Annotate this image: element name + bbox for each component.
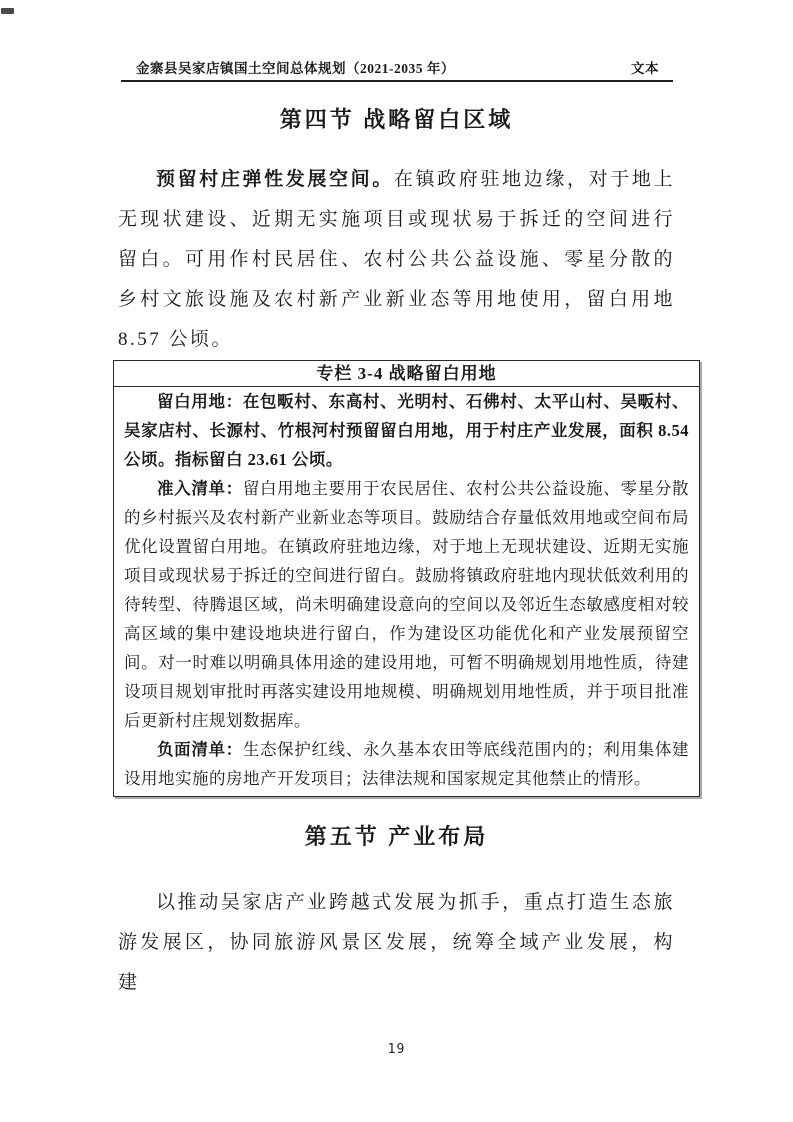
panel-negative-list-text: 生态保护红线、永久基本农田等底线范围内的；利用集体建设用地实施的房地产开发项目；法律法规和国家规定其他禁止的情形。 xyxy=(124,740,690,788)
section-4-paragraph-text: 在镇政府驻地边缘，对于地上无现状建设、近期无实施项目或现状易于拆迁的空间进行留白。可用作村民居住、农村公共公益设施、零星分散的乡村文旅设施及农村新产业新业态等用地使用，留白用地 8.57 公顷。 xyxy=(118,169,675,350)
running-header-title: 金寨县吴家店镇国土空间总体规划（2021-2035 年） xyxy=(136,61,455,76)
panel-negative-list-lead: 负面清单： xyxy=(157,740,243,759)
panel-summary-paragraph: 留白用地：在包畈村、东高村、光明村、石佛村、太平山村、吴畈村、吴家店村、长源村、竹根河村预留留白用地，用于村庄产业发展，面积 8.54 公顷。指标留白 23.61 公顷。 xyxy=(124,392,689,469)
scan-artifact-mark xyxy=(1,8,14,14)
panel-negative-list-paragraph xyxy=(124,735,689,793)
panel-title: 专栏 3-4 战略留白用地 xyxy=(114,361,699,387)
running-header-doc-type: 文本 xyxy=(631,61,659,76)
panel-body xyxy=(114,387,699,796)
section-4-title: 第四节 战略留白区域 xyxy=(279,107,514,132)
section-5-title: 第五节 产业布局 xyxy=(304,824,489,849)
panel-access-list-paragraph xyxy=(124,474,689,735)
panel-access-list-text: 留白用地主要用于农民居住、农村公共公益设施、零星分散的乡村振兴及农村新产业新业态等项目。鼓励结合存量低效用地或空间布局优化设置留白用地。在镇政府驻地边缘，对于地上无现状建设、近期无实施项目或现状易于拆迁的空间进行留白。鼓励将镇政府驻地内现状低效利用的待转型、待腾退区域，尚未明确建设意向的空间以及邻近生态敏感度相对较高区域的集中建设地块进行留白，作为建设区功能优化和产业发展预留空间。对一时难以明确具体用途的建设用地，可暂不明确规划用地性质，待建设项目规划审批时再落实建设用地规模、明确规划用地性质，并于项目批准后更新村庄规划数据库。 xyxy=(124,479,690,730)
panel-access-list-lead: 准入清单： xyxy=(157,479,243,498)
section-5-paragraph: 以推动吴家店产业跨越式发展为抓手，重点打造生态旅游发展区，协同旅游风景区发展，统筹全域产业发展，构建 xyxy=(118,892,675,993)
page-number: 19 xyxy=(387,1042,406,1057)
panel-strategic-reserved-land xyxy=(113,360,700,797)
section-4-paragraph xyxy=(118,160,675,360)
running-header xyxy=(121,57,673,82)
section-4-paragraph-lead: 预留村庄弹性发展空间。 xyxy=(156,169,394,190)
